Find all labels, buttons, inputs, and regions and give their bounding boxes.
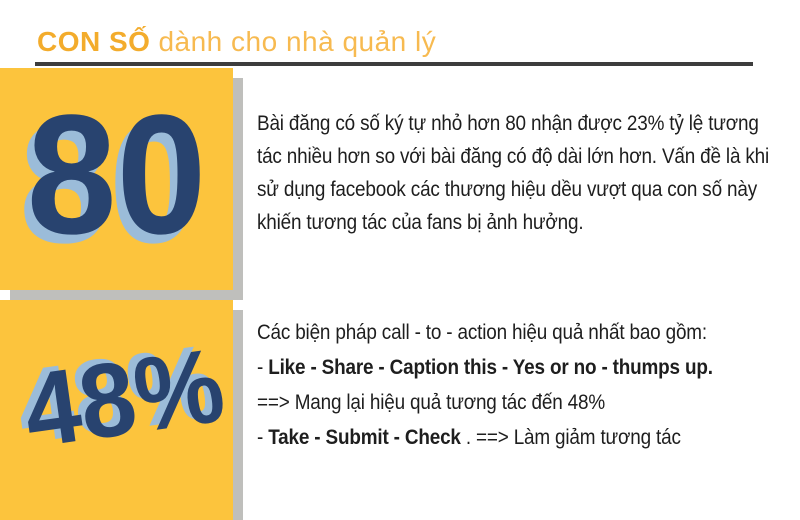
- page-title: [37, 26, 436, 58]
- stat-text-line: [257, 385, 713, 420]
- page-title-bold: CON SỐ: [37, 26, 151, 57]
- text-segment: ==> Mang lại hiệu quả tương tác đến 48%: [257, 390, 605, 414]
- stat-text-line: sử dụng facebook các thương hiệu dều vượt qua con số này: [257, 177, 758, 201]
- stat-text-line: [257, 350, 713, 385]
- text-segment-bold: Take - Submit - Check: [268, 425, 461, 449]
- text-segment: Các biện pháp call - to - action hiệu quả nhất bao gồm:: [257, 320, 707, 344]
- stat-card-48: [0, 300, 233, 520]
- stat-value-48: 48%: [17, 326, 232, 470]
- text-segment: -: [257, 355, 269, 379]
- stat-text-line: [257, 420, 713, 455]
- page-title-rest: dành cho nhà quản lý: [158, 26, 437, 57]
- stat-card-80: [0, 68, 233, 290]
- text-segment: -: [257, 425, 269, 449]
- stat-description-48: [257, 315, 713, 455]
- stat-text-line: tác nhiều hơn so với bài đăng có độ dài lớn hơn. Vấn đề là khi: [257, 144, 770, 168]
- text-segment: . ==> Làm giảm tương tác: [460, 425, 681, 449]
- stat-description-80: [257, 107, 769, 239]
- stat-text-line: Bài đăng có số ký tự nhỏ hơn 80 nhận được 23% tỷ lệ tương: [257, 111, 759, 135]
- stat-text-line: khiến tương tác của fans bị ảnh hưởng.: [257, 210, 584, 234]
- stat-value-80: 80: [26, 80, 207, 270]
- stat-text-line: [257, 315, 713, 350]
- text-segment-bold: Like - Share - Caption this - Yes or no - thumps up.: [268, 355, 713, 379]
- header-divider: [35, 62, 753, 66]
